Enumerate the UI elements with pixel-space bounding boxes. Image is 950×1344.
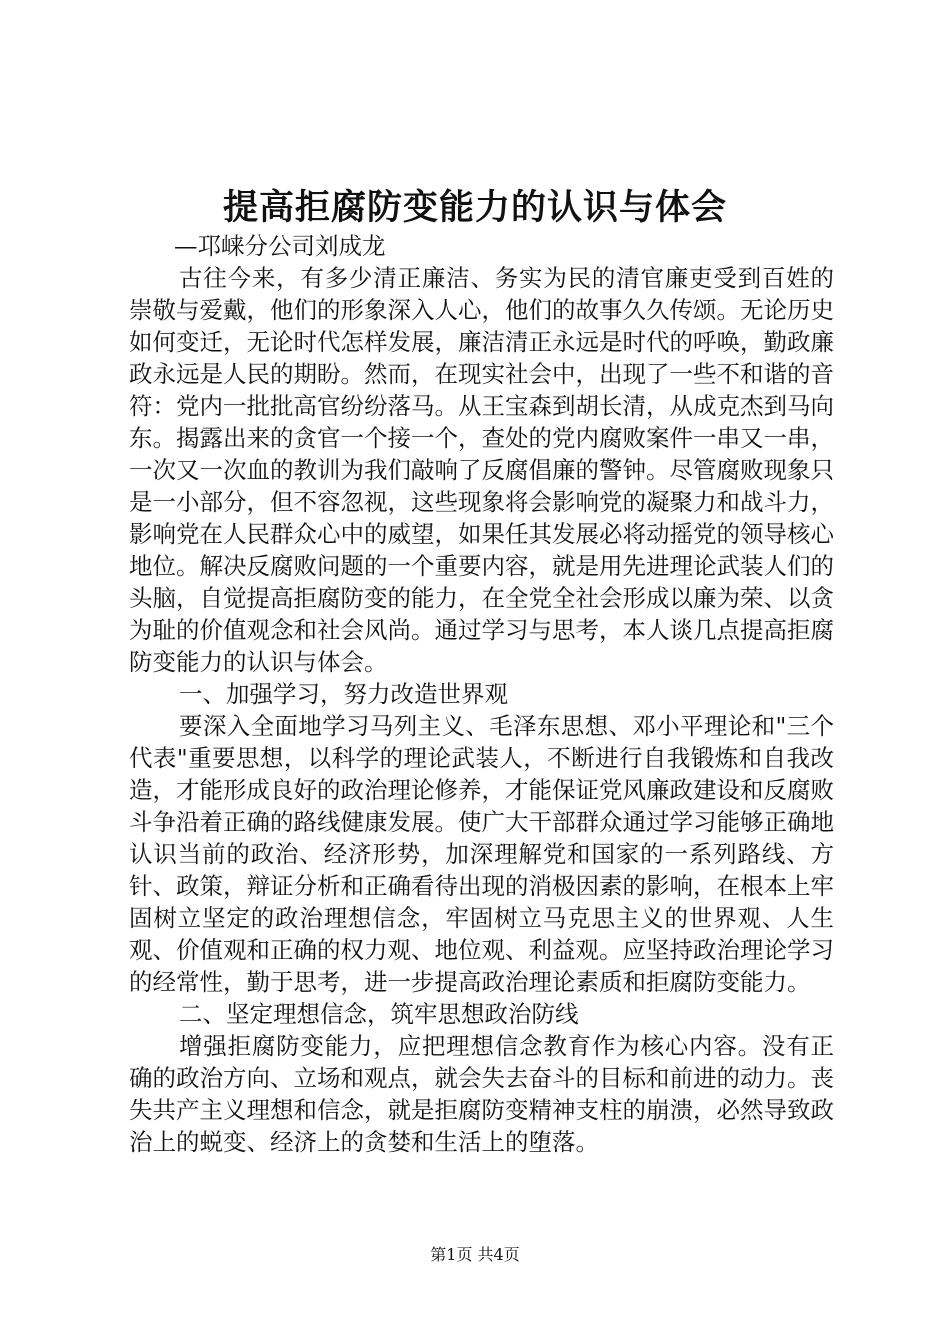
author-line: —邛崃分公司刘成龙 [174, 232, 386, 260]
paragraph-section-1: 要深入全面地学习马列主义、毛泽东思想、邓小平理论和"三个代表"重要思想，以科学的理论武装人，不断进行自我锻炼和自我改造，才能形成良好的政治理论修养，才能保证党风廉政建设和反腐败斗争沿着正确的路线健康发展。使广大干部群众通过学习能够正确地认识当前的政治、经济形势，加深理解党和国家的一系列路线、方针、政策，辩证分析和正确看待出现的消极因素的影响，在根本上牢固树立坚定的政治理想信念，牢固树立马克思主义的世界观、人生观、价值观和正确的权力观、地位观、利益观。应坚持政治理论学习的经常性，勤于思考，进一步提高政治理论素质和拒腐防变能力。 [129, 712, 834, 996]
paragraph-intro: 古往今来，有多少清正廉洁、务实为民的清官廉吏受到百姓的崇敬与爱戴，他们的形象深入人心，他们的故事久久传颂。无论历史如何变迁，无论时代怎样发展，廉洁清正永远是时代的呼唤，勤政廉政永远是人民的期盼。然而，在现实社会中，出现了一些不和谐的音符：党内一批批高官纷纷落马。从王宝森到胡长清，从成克杰到马向东。揭露出来的贪官一个接一个，查处的党内腐败案件一串又一串，一次又一次血的教训为我们敲响了反腐倡廉的警钟。尽管腐败现象只是一小部分，但不容忽视，这些现象将会影响党的凝聚力和战斗力，影响党在人民群众心中的威望，如果任其发展必将动摇党的领导核心地位。解决反腐败问题的一个重要内容，就是用先进理论武装人们的头脑，自觉提高拒腐防变的能力，在全党全社会形成以廉为荣、以贪为耻的价值观念和社会风尚。通过学习与思考，本人谈几点提高拒腐防变能力的认识与体会。 [129, 264, 834, 676]
section-heading-1: 一、加强学习，努力改造世界观 [179, 680, 508, 708]
paragraph-section-2: 增强拒腐防变能力，应把理想信念教育作为核心内容。没有正确的政治方向、立场和观点，就会失去奋斗的目标和前进的动力。丧失共产主义理想和信念，就是拒腐防变精神支柱的崩溃，必然导致政治上的蜕变、经济上的贪婪和生活上的堕落。 [129, 1032, 834, 1156]
page-footer: 第1页 共4页 [430, 1245, 520, 1264]
section-heading-2: 二、坚定理想信念，筑牢思想政治防线 [179, 1000, 579, 1028]
document-body [129, 230, 834, 1158]
document-title: 提高拒腐防变能力的认识与体会 [222, 187, 727, 228]
